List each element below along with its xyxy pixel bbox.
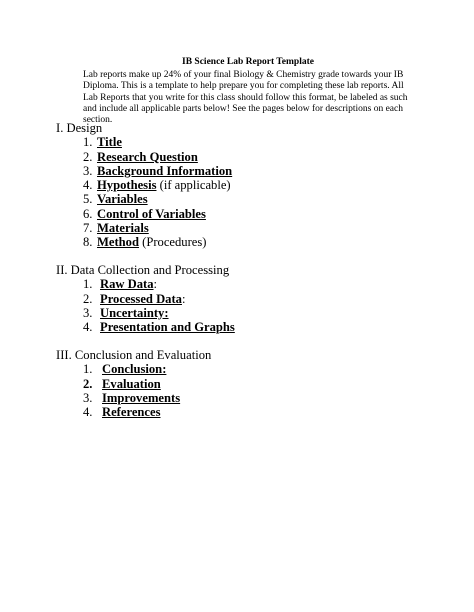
list-item: [56, 362, 436, 376]
item-number: 2.: [83, 291, 93, 306]
document-title: IB Science Lab Report Template: [182, 57, 314, 67]
item-number: 4.: [83, 320, 93, 335]
list-item: [56, 306, 436, 320]
item-label: Raw Data: [100, 277, 154, 292]
item-number: 1.: [83, 277, 93, 292]
list-item: [56, 391, 436, 405]
item-note: :: [181, 291, 186, 306]
item-note: (if applicable): [156, 178, 231, 193]
document-header: [83, 56, 413, 126]
list-item: [56, 221, 436, 235]
item-number: 6.: [83, 206, 93, 221]
item-label: Research Question: [97, 149, 198, 164]
item-label: Conclusion:: [102, 362, 167, 377]
list-item: [56, 292, 436, 306]
item-note: :: [153, 277, 158, 292]
section-conclusion: [56, 348, 436, 419]
item-label: Method: [97, 235, 139, 250]
item-label: Processed Data: [100, 291, 182, 306]
item-label: Presentation and Graphs: [100, 320, 235, 335]
item-number: 2.: [83, 376, 93, 391]
list-item: [56, 178, 436, 192]
item-label: Improvements: [102, 390, 181, 405]
item-label: References: [102, 405, 161, 420]
item-list: [56, 135, 436, 249]
section-data-collection: [56, 263, 436, 334]
item-number: 1.: [83, 362, 93, 377]
item-number: 4.: [83, 405, 93, 420]
list-item: [56, 405, 436, 419]
list-item: [56, 320, 436, 334]
item-label: Control of Variables: [97, 206, 206, 221]
item-number: 5.: [83, 192, 93, 207]
item-label: Uncertainty:: [100, 305, 169, 320]
section-design: [56, 121, 436, 250]
item-note: (Procedures): [138, 235, 207, 250]
list-item: [56, 277, 436, 291]
item-number: 1.: [83, 135, 93, 150]
intro-paragraph: Lab reports make up 24% of your final Biology & Chemistry grade towards your IB Diploma. This is a template to help prepare you for completing these lab reports. All Lab Reports that you write for this class should follow this format, be labeled as such and include all applicable parts below! See the pages below for descriptions on each section.: [83, 70, 408, 126]
item-label: Background Information: [97, 163, 233, 178]
item-list: [56, 277, 436, 334]
item-label: Variables: [97, 192, 148, 207]
item-number: 3.: [83, 305, 93, 320]
item-number: 2.: [83, 149, 93, 164]
list-item: [56, 207, 436, 221]
item-number: 8.: [83, 235, 93, 250]
section-heading: III. Conclusion and Evaluation: [56, 348, 212, 362]
section-heading: I. Design: [56, 121, 103, 135]
item-number: 4.: [83, 178, 93, 193]
item-label: Title: [97, 135, 122, 150]
list-item: [56, 150, 436, 164]
item-number: 3.: [83, 163, 93, 178]
item-number: 3.: [83, 390, 93, 405]
item-label: Materials: [97, 221, 149, 236]
item-label: Evaluation: [102, 376, 161, 391]
list-item: [56, 135, 436, 149]
section-heading: II. Data Collection and Processing: [56, 263, 230, 277]
item-label: Hypothesis: [97, 178, 157, 193]
item-number: 7.: [83, 221, 93, 236]
list-item: [56, 192, 436, 206]
list-item: [56, 235, 436, 249]
list-item: [56, 164, 436, 178]
item-list: [56, 362, 436, 419]
list-item: [56, 377, 436, 391]
